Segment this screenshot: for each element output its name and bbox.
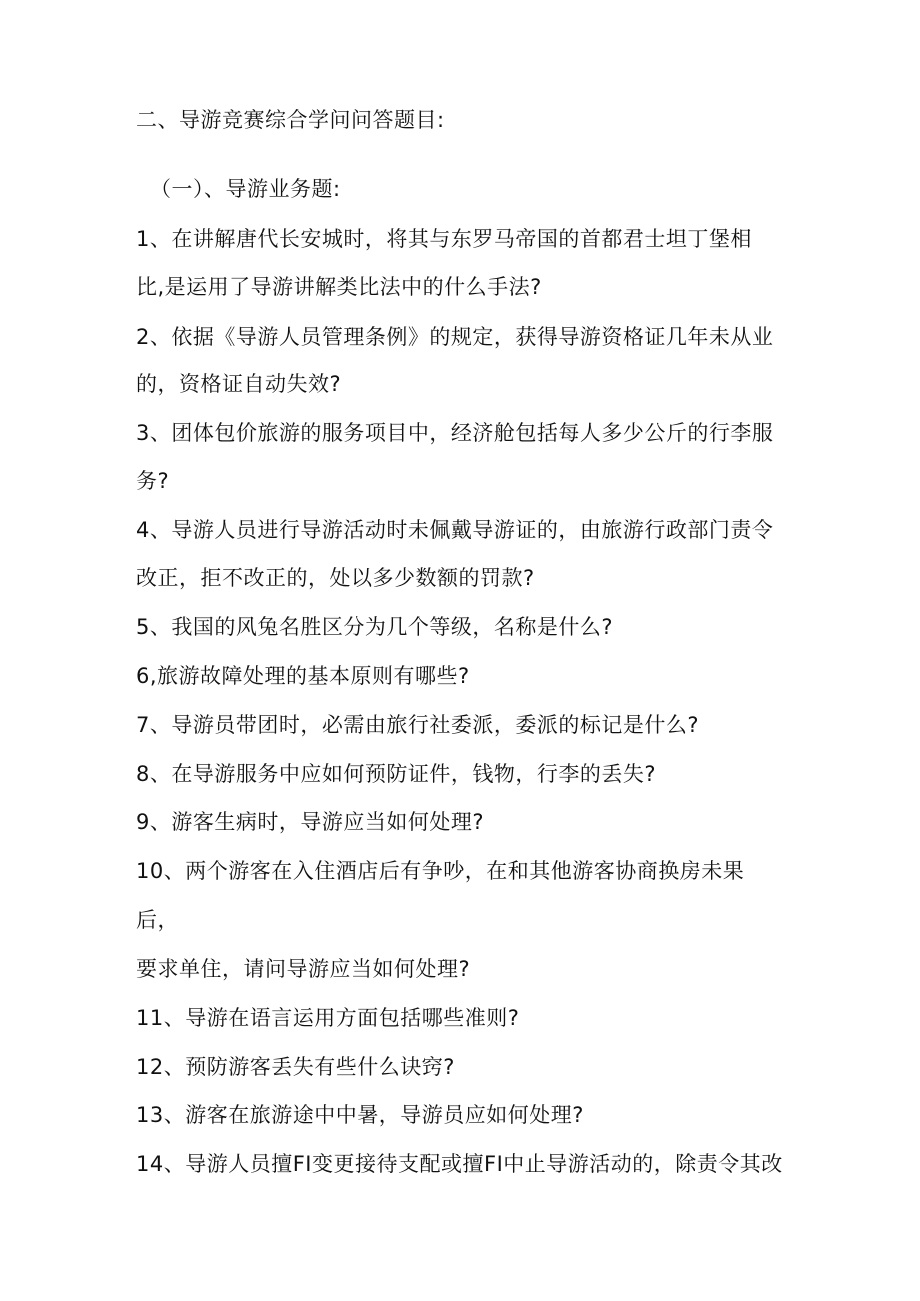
text-line: 后， bbox=[136, 908, 179, 932]
text-line: 8、在导游服务中应如何预防证件，钱物，行李的丢失? bbox=[136, 762, 657, 786]
text-line: 6,旅游故障处理的基本原则有哪些? bbox=[136, 664, 470, 688]
text-line: 2、依据《导游人员管理条例》的规定，获得导游资格证几年未从业 bbox=[136, 325, 774, 349]
subsection-heading: （一）、导游业务题: bbox=[150, 177, 341, 201]
text-line: 比,是运用了导游讲解类比法中的什么手法? bbox=[136, 275, 542, 299]
text-line: 9、游客生病时，导游应当如何处理? bbox=[136, 810, 485, 834]
text-line: 4、导游人员进行导游活动时未佩戴导游证的，由旅游行政部门责令 bbox=[136, 518, 774, 542]
text-line: 10、两个游客在入住酒店后有争吵，在和其他游客协商换房未果 bbox=[136, 859, 745, 883]
text-line: 改正，拒不改正的，处以多少数额的罚款? bbox=[136, 566, 535, 590]
text-line: 12、预防游客丢失有些什么诀窍? bbox=[136, 1055, 455, 1079]
text-line: 11、导游在语言运用方面包括哪些准则? bbox=[136, 1006, 520, 1030]
text-line: 13、游客在旅游途中中暑，导游员应如何处理? bbox=[136, 1103, 584, 1127]
text-line: 7、导游员带团时，必需由旅行社委派，委派的标记是什么? bbox=[136, 713, 700, 737]
text-line: 14、导游人员擅FI变更接待支配或擅FI中止导游活动的，除责令其改 bbox=[136, 1152, 783, 1176]
text-line: 1、在讲解唐代长安城时，将其与东罗马帝国的首都君士坦丁堡相 bbox=[136, 227, 752, 251]
text-line: 5、我国的风兔名胜区分为几个等级，名称是什么? bbox=[136, 615, 614, 639]
text-line: 3、团体包价旅游的服务项目中，经济舱包括每人多少公斤的行李服 bbox=[136, 421, 774, 445]
section-heading: 二、导游竞赛综合学问问答题目: bbox=[136, 108, 445, 132]
text-line: 的，资格证自动失效? bbox=[136, 372, 342, 396]
text-line: 要求单住，请问导游应当如何处理? bbox=[136, 957, 471, 981]
text-line: 务? bbox=[136, 469, 170, 493]
